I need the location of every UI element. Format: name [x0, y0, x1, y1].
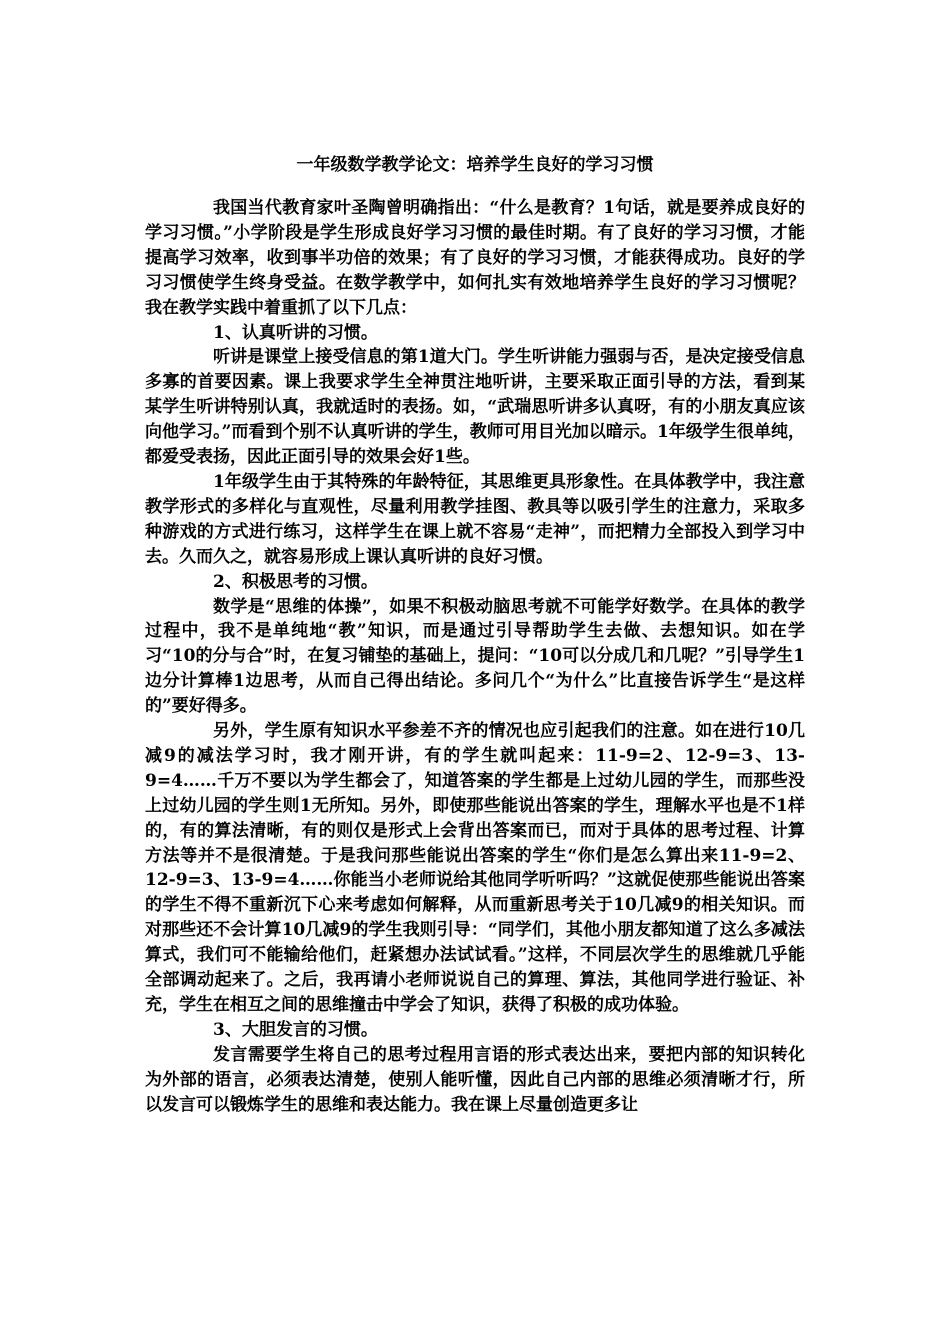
section-heading-listening: 1、认真听讲的习惯。 [213, 322, 378, 343]
paragraph-listening-2: 1年级学生由于其特殊的年龄特征，其思维更具形象性。在具体教学中，我注意教学形式的多样化与直观性，尽量利用教学挂图、教具等以吸引学生的注意力，采取多种游戏的方式进行练习，这样学生在课上就不容易“走神”，而把精力全部投入到学习中去。久而久之，就容易形成上课认真听讲的良好习惯。 [145, 471, 805, 567]
section-heading-thinking: 2、积极思考的习惯。 [213, 571, 378, 592]
paragraph-speaking-1: 发言需要学生将自己的思考过程用言语的形式表达出来，要把内部的知识转化为外部的语言，必须表达清楚，使别人能听懂，因此自己内部的思维必须清晰才行，所以发言可以锻炼学生的思维和表达能力。我在课上尽量创造更多让 [145, 1044, 805, 1115]
document-body [145, 196, 805, 1118]
paragraph-intro: 我国当代教育家叶圣陶曾明确指出：“什么是教育？1句话，就是要养成良好的学习习惯。”小学阶段是学生形成良好学习习惯的最佳时期。有了良好的学习习惯，才能提高学习效率，收到事半功倍的效果；有了良好的学习习惯，才能获得成功。良好的学习习惯使学生终身受益。在数学教学中，如何扎实有效地培养学生良好的学习习惯呢？我在教学实践中着重抓了以下几点： [145, 198, 805, 318]
paragraph-thinking-2: 另外，学生原有知识水平参差不齐的情况也应引起我们的注意。如在进行10几减9的减法学习时，我才刚开讲，有的学生就叫起来：11-9=2、12-9=3、13-9=4……千万不要以为学生都会了，知道答案的学生都是上过幼儿园的学生，而那些没上过幼儿园的学生则1无所知。另外，即使那些能说出答案的学生，理解水平也是不1样的，有的算法清晰，有的则仅是形式上会背出答案而已，而对于具体的思考过程、计算方法等并不是很清楚。于是我问那些能说出答案的学生“你们是怎么算出来11-9=2、12-9=3、13-9=4……你能当小老师说给其他同学听听吗？”这就促使那些能说出答案的学生不得不重新沉下心来考虑如何解释，从而重新思考关于10几减9的相关知识。而对那些还不会计算10几减9的学生我则引导：“同学们，其他小朋友都知道了这么多减法算式，我们可不能输给他们，赶紧想办法试试看。”这样，不同层次学生的思维就几乎能全部调动起来了。之后，我再请小老师说说自己的算理、算法，其他同学进行验证、补充，学生在相互之间的思维撞击中学会了知识，获得了积极的成功体验。 [145, 721, 805, 1015]
section-heading-speaking: 3、大胆发言的习惯。 [213, 1019, 378, 1040]
document-title: 一年级数学教学论文：培养学生良好的学习习惯 [296, 155, 654, 175]
paragraph-listening-1: 听讲是课堂上接受信息的第1道大门。学生听讲能力强弱与否，是决定接受信息多寡的首要因素。课上我要求学生全神贯注地听讲，主要采取正面引导的方法，看到某某学生听讲特别认真，我就适时的表扬。如，“武瑞思听讲多认真呀，有的小朋友真应该向他学习。”而看到个别不认真听讲的学生，教师可用目光加以暗示。1年级学生很单纯，都爱受表扬，因此正面引导的效果会好1些。 [145, 347, 805, 468]
paragraph-thinking-1: 数学是“思维的体操”，如果不积极动脑思考就不可能学好数学。在具体的教学过程中，我不是单纯地“教”知识，而是通过引导帮助学生去做、去想知识。如在学习“10的分与合”时，在复习铺垫的基础上，提问：“10可以分成几和几呢？”引导学生1边分计算棒1边思考，从而自己得出结论。多问几个“为什么”比直接告诉学生“是这样的”要好得多。 [145, 596, 805, 717]
